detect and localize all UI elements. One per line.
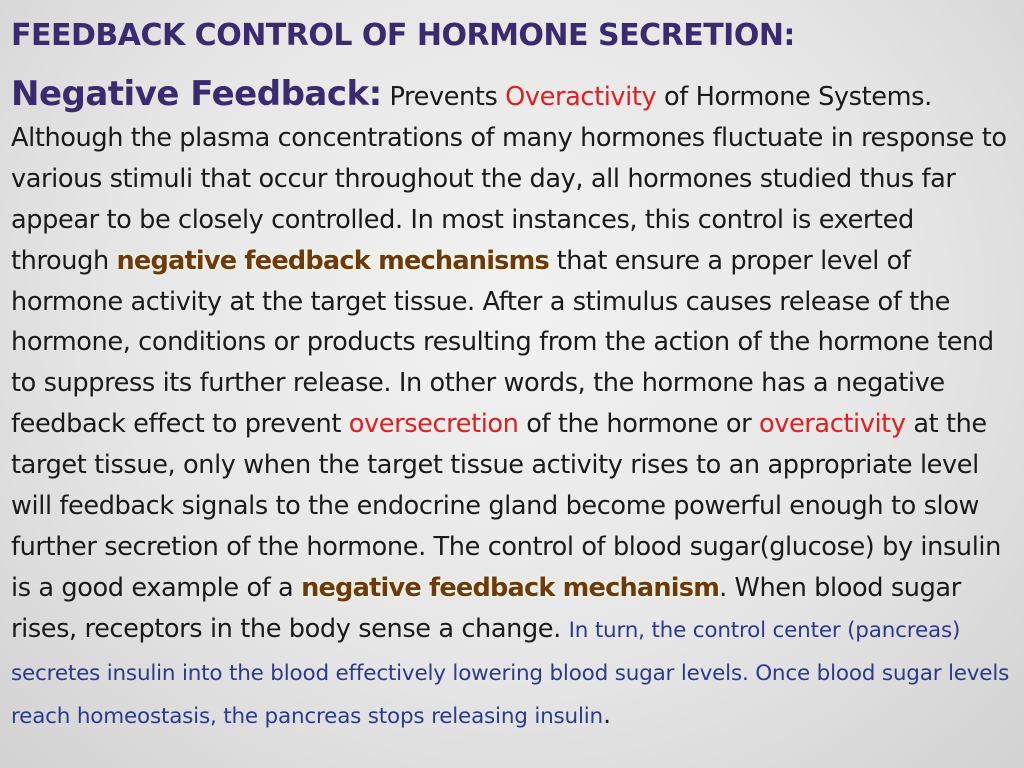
body-text-3: of the hormone or (518, 409, 759, 440)
slide-body (11, 74, 1016, 738)
negative-feedback-heading: Negative Feedback: (11, 74, 382, 114)
red-oversecretion: oversecretion (348, 409, 519, 440)
highlight-mechanisms: negative feedback mechanisms (116, 245, 549, 276)
body-text-2: that ensure a proper level of hormone activity at the target tissue. After a stimulus causes release of the hormone, conditions or products resulting from the action of the hormone tend to suppress its further release. In other words, the hormone has a negative feedback effect to prevent (11, 245, 994, 440)
slide-title: FEEDBACK CONTROL OF HORMONE SECRETION: (11, 18, 795, 53)
body-text-4: at the target tissue, only when the target tissue activity rises to an appropriate level will feedback signals to the endocrine gland become powerful enough to slow further secretion of the hormone. The control of blood sugar(glucose) by insulin is a good example of a (11, 409, 1001, 603)
heading-text-1: Prevents (381, 82, 506, 112)
heading-text-2: of Hormone Systems. (656, 82, 932, 112)
body-text-5: . When blood sugar rises, receptors in the body sense a change. (11, 572, 961, 644)
body-end: . (602, 699, 611, 730)
red-overactivity: overactivity (758, 409, 906, 440)
blue-pancreas-text: In turn, the control center (pancreas) secretes insulin into the blood effectively lowering blood sugar levels. Once blood sugar levels reach homeostasis, the pancreas stops releasing insulin (11, 617, 1010, 729)
highlight-mechanism: negative feedback mechanism (301, 572, 720, 603)
heading-overactivity: Overactivity (505, 82, 657, 112)
body-text-1: Although the plasma concentrations of many hormones fluctuate in response to various stimuli that occur throughout the day, all hormones studied thus far appear to be closely controlled. In most instances, this control is exerted through (11, 122, 1007, 276)
